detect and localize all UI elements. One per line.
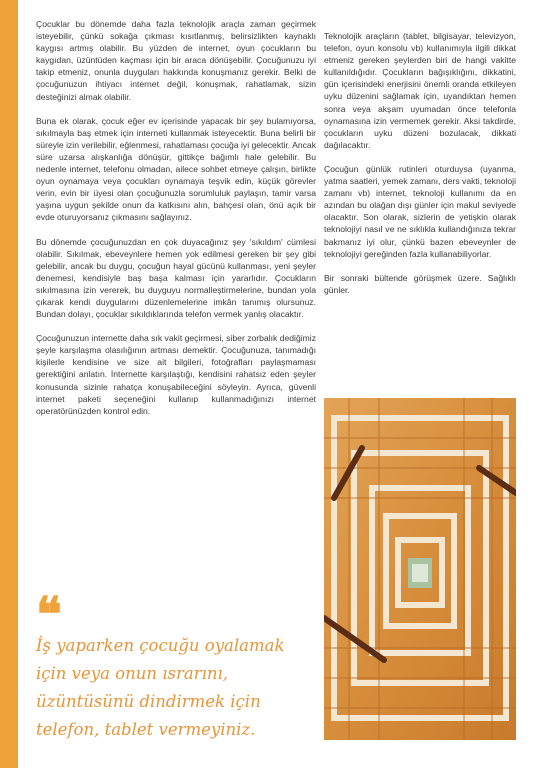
paragraph-left-1: Çocuklar bu dönemde daha fazla teknolojik araçla zaman geçirmek isteyebilir, çünkü sokağa çıkması kısıtlanmış, belirsizlikten kaynaklı kaygısı artmış olabilir. Bu yüzden de internet, oyun çocukların bu kaygıdan, üzüntüden kaçması için bir araca dönüşebilir. Çocuğunuzu iyi takip etmeniz, onunla duyguları hakkında konuşmanız gerekir. Belki de çocuğunuzun ihtiyacı internet değil, konuşmak, rahatlamak, sizin desteğinizi almak olabilir. [36,19,316,102]
quote-mark-icon: ❝ [36,589,62,642]
accent-bar [0,0,18,768]
paragraph-right-3: Bir sonraki bültende görüşmek üzere. Sağlıklı günler. [324,272,516,295]
paragraph-left-3: Bu dönemde çocuğunuzdan en çok duyacağınız şey 'sıkıldım' cümlesi olabilir. Sıkılmak, ebeveynlere hemen yok edilmesi gereken bir şey gibi gelebilir, ancak bu duygu, çocuğun hayal gücünü kullanması, yeni şeyler denemesi, kendisiyle baş başa kalması için yararlıdır. Çocukların sıkılmasına izin vererek, bu duyguyu normalleştirmelerine, bundan yola çıkarak kendi duygularını düzenlemelerine imkân tanımış olursunuz. Bundan dolayı, çocuklar sıkıldıklarında telefon vermek yanlış olacaktır. [36,236,316,320]
pull-quote: İş yaparken çocuğu oyalamak için veya onun ısrarını, üzüntüsünü dindirmek için telefon, tablet vermeyiniz. [36,636,285,739]
paragraph-left-4: Çocuğunuzun internette daha sık vakit geçirmesi, siber zorbalık dediğimiz şeyle karşılaşma olasılığının artması demektir. Çocuğunuza, tanımadığı kişilerle kendisine ve size ait bilgileri, fotoğrafları paylaşmaması gerektiğini anlatın. İnternette karşılaştığı, kendisini rahatsız eden şeyler konusunda sizinle rahatça konuşabileceğini söyleyin. Ayrıca, güvenli internet paketi seçeneğini kullanıp kullanmadığınızı internet operatörünüzden kontrol edin. [36,333,316,416]
paragraph-right-1: Teknolojik araçların (tablet, bilgisayar, televizyon, telefon, oyun konsolu vb) kullanımıyla ilgili dikkat etmeniz gereken şeylerden biri de hangi vakitte kullanıldığıdır. Çocukların bağışıklığını, dikkatini, gün içerisindeki enerjisini önemli oranda etkileyen uyku düzenini sağlamak için, uyandıktan hemen sonra veya akşam uyumadan önce telefonla oynamasına izin vermemek gerekir. Aksi takdirde, çocukların uyku düzeni bozulacak, dikkati dağılacaktır. [324,31,516,150]
paragraph-left-2: Buna ek olarak, çocuk eğer ev içerisinde yapacak bir şey bulamıyorsa, sıkılmayla baş etmek için interneti kullanmak isteyecektir. Buna belirli bir süreyle izin verilebilir, eğlenmesi, rahatlaması çocuğa iyi gelecektir. Ancak süre uzarsa alışkanlığa dönüşür, gittikçe bağımlı hale gelebilir. Bu nedenle internet, telefonu olmadan, ailece sohbet etmeye çalışın, birlikte oyun oynamaya veya çocukları oynamaya teşvik edin, küçük görevler verin, evin bir üyesi olan çocuğunuzla sorumluluk paylaşın, tamir varsa yaşına uygun şekilde onun da katkısını alın, bahçesi olan, önü açık bir evde oturuyorsanız çıkmasını sağlayınız. [36,115,316,223]
staircase-photo [324,398,516,740]
left-column [36,18,316,429]
right-column [324,30,516,308]
paragraph-right-2: Çocuğun günlük rutinleri oturduysa (uyanma, yatma saatleri, yemek zamanı, ders vakti, teknoloji zamanı vb) internet, teknoloji kullanımı da en azından bu olağan dışı günler için makul seviyede olacaktır. Son olarak, sizlerin de yetişkin olarak teknolojiyi nasıl ve ne sıklıkla kullandığınıza tekrar bakmanız iyi olur, çünkü bazen ebeveynler de teknolojiyi gereğinden fazla kullanabiliyorlar. [324,163,517,259]
